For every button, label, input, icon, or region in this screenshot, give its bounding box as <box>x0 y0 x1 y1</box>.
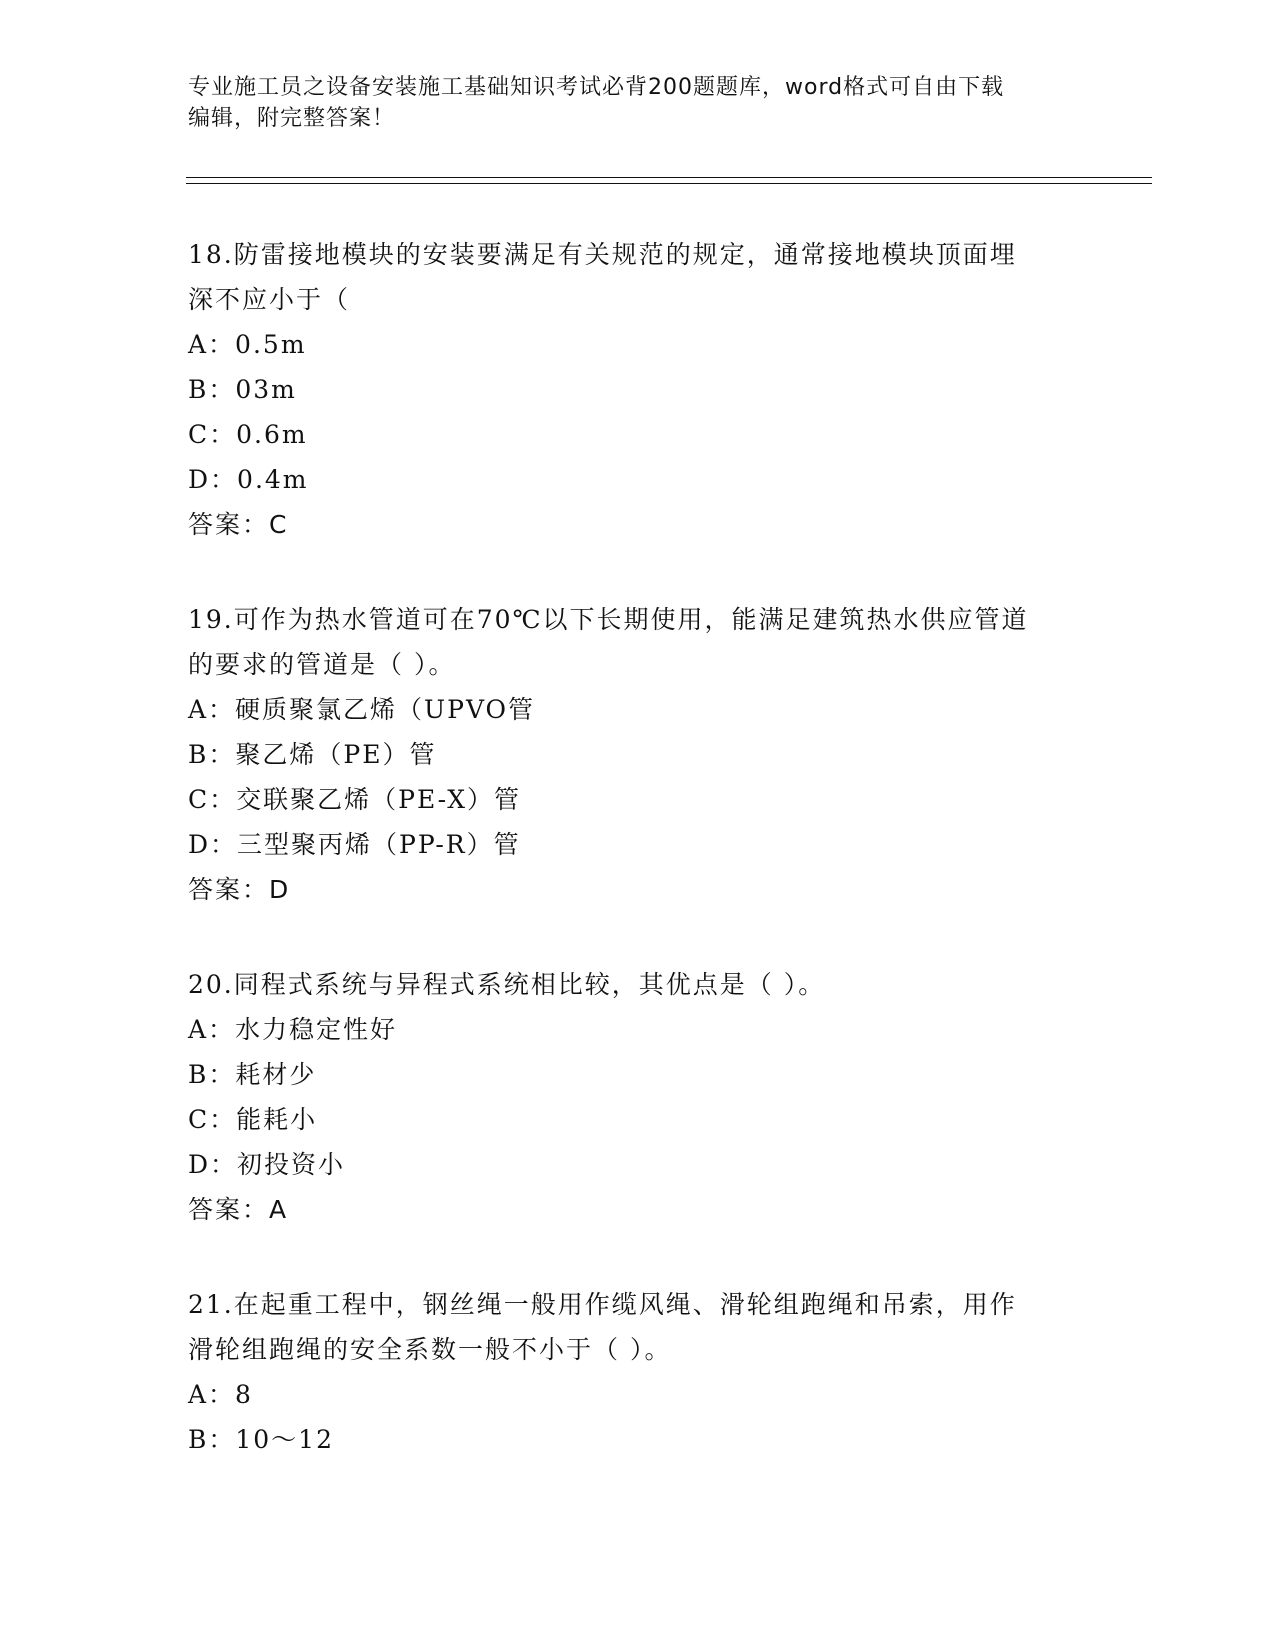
question-21 <box>188 1282 1088 1462</box>
question-18 <box>188 232 1088 547</box>
question-19 <box>188 597 1088 912</box>
option-d: D：三型聚丙烯（PP-R）管 <box>188 830 521 859</box>
question-stem-line: 深不应小于（ <box>188 285 351 314</box>
question-stem-line: 21.在起重工程中，钢丝绳一般用作缆风绳、滑轮组跑绳和吊索，用作 <box>188 1290 1017 1319</box>
question-stem-line: 20.同程式系统与异程式系统相比较，其优点是（ ）。 <box>188 970 826 999</box>
question-stem-line: 19.可作为热水管道可在70℃以下长期使用，能满足建筑热水供应管道 <box>188 605 1029 634</box>
header-divider-top <box>186 177 1152 178</box>
option-c: C：交联聚乙烯（PE-X）管 <box>188 785 522 814</box>
option-d: D：初投资小 <box>188 1150 346 1179</box>
answer: 答案：D <box>188 875 291 904</box>
option-a: A：硬质聚氯乙烯（UPVO管 <box>188 695 536 724</box>
option-b: B：耗材少 <box>188 1060 317 1089</box>
question-stem-line: 滑轮组跑绳的安全系数一般不小于（ ）。 <box>188 1335 672 1364</box>
question-stem-line: 18.防雷接地模块的安装要满足有关规范的规定，通常接地模块顶面埋 <box>188 240 1017 269</box>
option-b: B：聚乙烯（PE）管 <box>188 740 437 769</box>
header-title-line-2: 编辑，附完整答案！ <box>188 106 396 131</box>
question-stem <box>188 597 1088 687</box>
option-c: C：0.6m <box>188 420 308 449</box>
option-a: A：8 <box>188 1380 253 1409</box>
option-a: A：水力稳定性好 <box>188 1015 398 1044</box>
answer: 答案：C <box>188 510 289 539</box>
option-b: B：10～12 <box>188 1425 334 1454</box>
option-b: B：03m <box>188 375 297 404</box>
header-divider-bottom <box>186 183 1152 184</box>
option-d: D：0.4m <box>188 465 309 494</box>
option-c: C：能耗小 <box>188 1105 318 1134</box>
question-stem <box>188 1282 1088 1372</box>
document-header <box>188 72 1068 134</box>
question-20 <box>188 962 1088 1232</box>
answer: 答案：A <box>188 1195 289 1224</box>
question-stem-line: 的要求的管道是（ ）。 <box>188 650 456 679</box>
question-stem <box>188 232 1088 322</box>
option-a: A：0.5m <box>188 330 307 359</box>
header-title-line-1: 专业施工员之设备安装施工基础知识考试必背200题题库，word格式可自由下载 <box>188 75 1005 100</box>
question-stem <box>188 962 1088 1007</box>
